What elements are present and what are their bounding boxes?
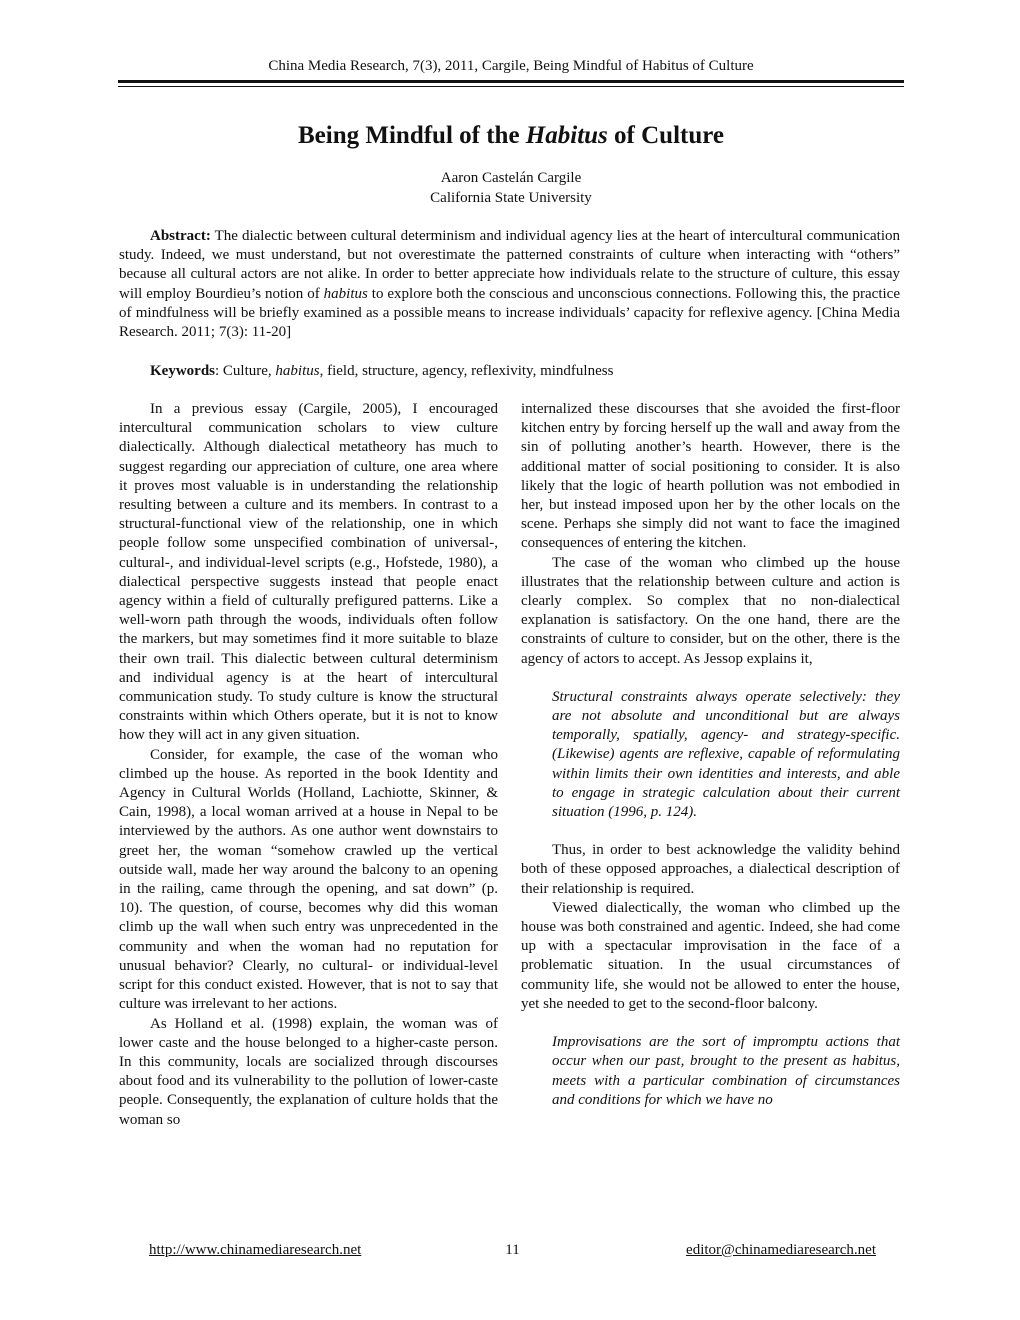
title-italic: Habitus	[525, 122, 608, 149]
body-paragraph: Consider, for example, the case of the woman who climbed up the house. As reported in the book Identity and Agency in Cultural Worlds (Holland, Lachiotte, Skinner, & Cain, 1998), a local woman arrived at a house in Nepal to be interviewed by the authors. As one author went downstairs to greet her, the woman “somehow crawled up the vertical outside wall, made her way around the balcony to an opening in the railing, came through the opening, and sat down” (p. 10). The question, of course, becomes why did this woman climb up the wall when such entry was unprecedented in the community and when the woman had no reputation for unusual behavior? Clearly, no cultural- or individual-level script for this conduct existed. However, that is not to say that culture was irrelevant to her actions.	[119, 746, 498, 1013]
page-footer	[149, 1242, 876, 1262]
abstract-text-1: The dialectic between cultural determinism and individual agency lies at the heart of intercultural communication study. Indeed, we must understand, but not overestimate the patterned constraints of culture when interacting with “others” because all cultural actors are not alike. In order to better appreciate how individuals relate to the structure of culture, this essay will employ Bourdieu’s notion of	[119, 228, 900, 302]
body-paragraph: Thus, in order to best acknowledge the validity behind both of these opposed approaches, a dialectical description of their relationship is required.	[521, 842, 900, 897]
abstract	[119, 227, 900, 342]
title-part-1: Being Mindful of the	[298, 122, 526, 149]
keywords-italic: habitus	[275, 363, 320, 379]
body-paragraph: The case of the woman who climbed up the house illustrates that the relationship between culture and action is clearly complex. So complex that no non-dialectical explanation is satisfactory. On the one hand, there are the constraints of culture to consider, but on the other, there is the agency of actors to accept. As Jessop explains it,	[521, 554, 900, 667]
right-column	[521, 400, 900, 1129]
header-rule-thick	[118, 80, 904, 83]
left-column	[119, 400, 498, 1130]
body-paragraph: Viewed dialectically, the woman who climbed up the house was both constrained and agentic. Indeed, she had come up with a spectacular improvisation in the face of a problematic situation. In the usual circumstances of community life, she would not be allowed to enter the house, yet she needed to get to the second-floor balcony.	[521, 899, 900, 1012]
body-paragraph: In a previous essay (Cargile, 2005), I encouraged intercultural communication scholars to view culture dialectically. Although dialectical metatheory has much to suggest regarding our appreciation of culture, one area where it proves most valuable is in understanding the relationship resulting between a culture and its members. In contrast to a structural-functional view of the relationship, one in which people follow some unspecified combination of universal-, cultural-, and individual-level scripts (e.g., Hofstede, 1980), a dialectical perspective suggests instead that people enact agency within a field of culturally prefigured patterns. Like a well-worn path through the woods, individuals often follow the markers, but may sometimes find it more suitable to blaze their own trail. This dialectic between cultural determinism and individual agency is at the heart of intercultural communication study. To study culture is know the structural constraints within which Others operate, but it is not to know how they will act in any given situation.	[119, 401, 498, 744]
header-rule-thin	[118, 86, 904, 87]
author-affiliation: California State University	[430, 190, 592, 206]
page-number: 11	[505, 1242, 520, 1258]
keywords-text-1: : Culture,	[215, 363, 276, 379]
author-name: Aaron Castelán Cargile	[440, 170, 582, 186]
running-header: China Media Research, 7(3), 2011, Cargile, Being Mindful of Habitus of Culture	[268, 58, 754, 74]
footer-email-link[interactable]: editor@chinamediaresearch.net	[686, 1242, 876, 1258]
keywords-label: Keywords	[150, 363, 215, 379]
keywords-text-2: , field, structure, agency, reflexivity, mindfulness	[319, 363, 614, 379]
abstract-text-2: to explore both the conscious and unconscious connections. Following this, the practice of mindfulness will be briefly examined as a possible means to increase individuals’ capacity for reflexive agency. [China Media Research. 2011; 7(3): 11-20]	[119, 285, 900, 341]
body-paragraph: internalized these discourses that she avoided the first-floor kitchen entry by forcing herself up the wall and away from the sin of polluting another’s hearth. However, there is the additional matter of social positioning to consider. It is also likely that the logic of hearth pollution was not embodied in her, but instead imposed upon her by the other locals on the scene. Perhaps she simply did not want to face the imagined consequences of entering the kitchen.	[521, 401, 900, 552]
article-title	[118, 122, 904, 150]
title-part-2: of Culture	[607, 122, 724, 149]
body-paragraph: As Holland et al. (1998) explain, the woman was of lower caste and the house belonged to a higher-caste person. In this community, locals are socialized through discourses about food and its vulnerability to the pollution of lower-caste people. Consequently, the explanation of culture holds that the woman so	[119, 1015, 498, 1128]
block-quote: Improvisations are the sort of impromptu actions that occur when our past, brought to the present as habitus, meets with a particular combination of circumstances and conditions for which we have no	[552, 1034, 900, 1108]
abstract-label: Abstract:	[150, 228, 211, 244]
footer-url-link[interactable]: http://www.chinamediaresearch.net	[149, 1242, 362, 1258]
abstract-italic: habitus	[323, 285, 368, 302]
block-quote: Structural constraints always operate selectively: they are not absolute and unconditional but are always temporally, spatially, agency- and strategy-specific. (Likewise) agents are reflexive, capable of reformulating within limits their own identities and interests, and able to engage in strategic calculation about their current situation (1996, p. 124).	[552, 688, 900, 821]
keywords	[119, 362, 900, 381]
